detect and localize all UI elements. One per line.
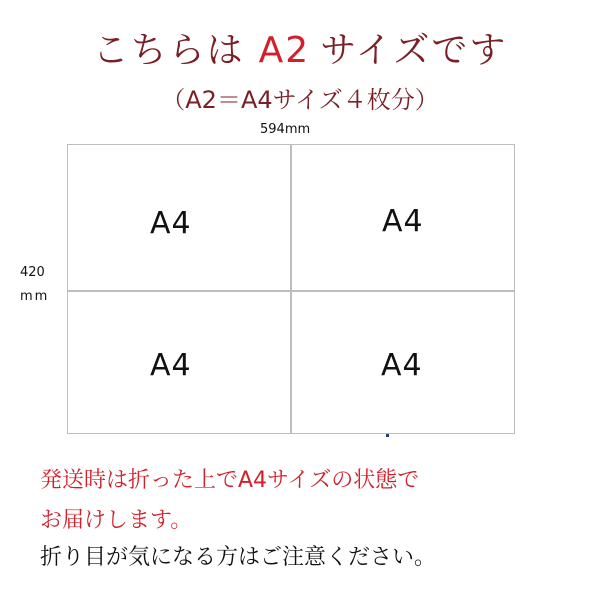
cell-label-top-left: A4 [150, 206, 192, 241]
cell-label-bottom-right: A4 [381, 348, 423, 383]
height-dimension-value: 420 [20, 265, 45, 280]
width-dimension-label: 594mm [260, 122, 311, 137]
vertical-fold-line [290, 144, 292, 434]
title-text-suffix: サイズです [320, 30, 508, 71]
decorative-dot [386, 434, 389, 437]
title-text: こちらは [92, 30, 245, 71]
shipping-note-line-2: お届けします。 [40, 508, 193, 533]
cell-label-top-right: A4 [382, 204, 424, 239]
height-dimension-unit: mm [20, 289, 50, 304]
cell-label-bottom-left: A4 [150, 348, 192, 383]
horizontal-fold-line [67, 290, 515, 292]
title-size-highlight: A2 [258, 30, 311, 71]
page-subtitle: （A2＝A4サイズ４枚分） [161, 86, 439, 114]
shipping-note-line-1: 発送時は折った上でA4サイズの状態で [40, 468, 420, 493]
page-title [0, 22, 600, 73]
fold-warning-note: 折り目が気になる方はご注意ください。 [40, 545, 437, 570]
